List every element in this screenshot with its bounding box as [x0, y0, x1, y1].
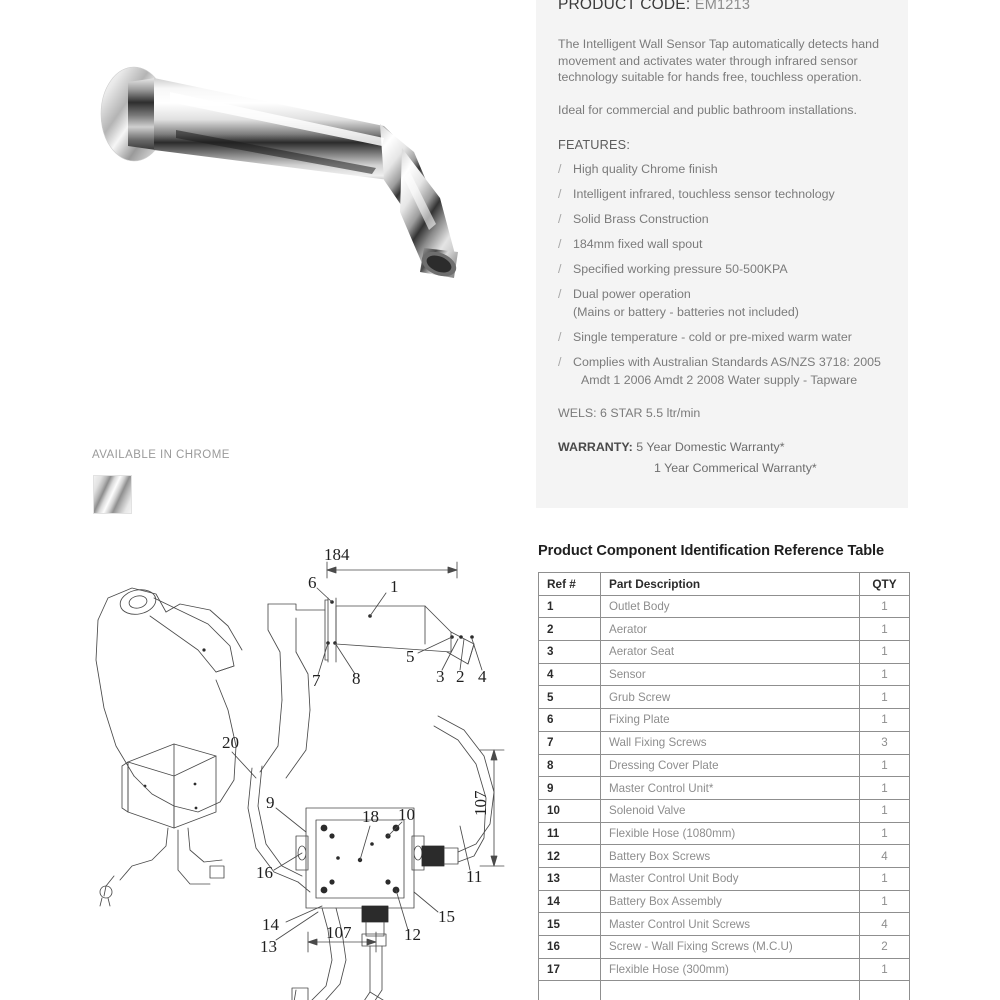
cell-ref: 15	[539, 913, 601, 936]
cell-ref: 2	[539, 618, 601, 641]
table-row	[539, 777, 910, 800]
product-code-label: PRODUCT CODE:	[558, 0, 691, 13]
svg-text:10: 10	[398, 805, 415, 824]
chrome-spout-illustration	[84, 52, 524, 292]
feature-item	[558, 211, 888, 227]
cell-part: Master Control Unit Body	[601, 867, 860, 890]
table-row	[539, 686, 910, 709]
cell-ref: 3	[539, 641, 601, 664]
wels-rating: WELS: 6 STAR 5.5 ltr/min	[558, 406, 701, 421]
cell-part	[601, 981, 860, 1000]
warranty-block	[558, 440, 888, 475]
cell-ref: 8	[539, 754, 601, 777]
svg-text:11: 11	[466, 867, 483, 886]
feature-text: Specified working pressure 50-500KPA	[573, 262, 788, 277]
table-row	[539, 618, 910, 641]
cell-ref: 1	[539, 595, 601, 618]
cell-qty: 1	[860, 958, 910, 981]
feature-text: High quality Chrome finish	[573, 162, 718, 177]
cell-qty: 1	[860, 754, 910, 777]
svg-text:16: 16	[256, 863, 273, 882]
svg-text:7: 7	[312, 671, 321, 690]
feature-text: Solid Brass Construction	[573, 212, 709, 227]
bullet-slash-icon: /	[558, 355, 562, 370]
bullet-slash-icon: /	[558, 237, 562, 252]
table-row	[539, 867, 910, 890]
cell-ref: 12	[539, 845, 601, 868]
feature-item	[558, 354, 888, 388]
bullet-slash-icon: /	[558, 262, 562, 277]
table-row	[539, 731, 910, 754]
available-finish-label: AVAILABLE IN CHROME	[92, 449, 230, 461]
cell-qty: 1	[860, 709, 910, 732]
cell-qty: 4	[860, 845, 910, 868]
table-row	[539, 799, 910, 822]
svg-text:12: 12	[404, 925, 421, 944]
column-header-qty: QTY	[860, 573, 910, 596]
cell-part: Wall Fixing Screws	[601, 731, 860, 754]
cell-part: Aerator	[601, 618, 860, 641]
cell-ref: 17	[539, 958, 601, 981]
features-list	[558, 161, 888, 388]
bullet-slash-icon: /	[558, 287, 562, 302]
feature-text: Dual power operation	[573, 287, 691, 302]
bullet-slash-icon: /	[558, 212, 562, 227]
drawing-callout-labels	[222, 545, 490, 1000]
cell-part: Dressing Cover Plate	[601, 754, 860, 777]
table-row	[539, 936, 910, 959]
bullet-slash-icon: /	[558, 187, 562, 202]
svg-text:107: 107	[326, 923, 352, 942]
svg-text:107: 107	[471, 790, 490, 816]
cell-ref: 5	[539, 686, 601, 709]
cell-ref: 4	[539, 663, 601, 686]
svg-text:8: 8	[352, 669, 361, 688]
svg-text:4: 4	[478, 667, 487, 686]
cell-ref: 16	[539, 936, 601, 959]
table-row	[539, 981, 910, 1000]
cell-ref: 13	[539, 867, 601, 890]
cell-part: Master Control Unit*	[601, 777, 860, 800]
feature-item	[558, 261, 888, 277]
table-row	[539, 845, 910, 868]
bullet-slash-icon: /	[558, 162, 562, 177]
chrome-finish-swatch[interactable]	[93, 475, 132, 514]
cell-part: Solenoid Valve	[601, 799, 860, 822]
table-row	[539, 754, 910, 777]
cell-qty: 1	[860, 618, 910, 641]
cell-qty: 1	[860, 799, 910, 822]
cell-qty: 2	[860, 936, 910, 959]
features-heading: FEATURES:	[558, 138, 631, 153]
cell-qty: 1	[860, 867, 910, 890]
svg-text:15: 15	[438, 907, 455, 926]
column-header-ref: Ref #	[539, 573, 601, 596]
cell-ref: 10	[539, 799, 601, 822]
component-table-title: Product Component Identification Reference Table	[538, 543, 885, 559]
svg-text:1: 1	[390, 577, 399, 596]
product-code-value: EM1213	[694, 0, 751, 13]
cell-qty: 1	[860, 595, 910, 618]
svg-text:6: 6	[308, 573, 317, 592]
right-column	[536, 0, 1000, 1000]
cell-ref: 9	[539, 777, 601, 800]
bullet-slash-icon: /	[558, 330, 562, 345]
cell-qty: 1	[860, 686, 910, 709]
cell-part: Battery Box Assembly	[601, 890, 860, 913]
specification-panel	[536, 0, 908, 508]
table-row	[539, 663, 910, 686]
svg-text:18: 18	[362, 807, 379, 826]
cell-qty: 1	[860, 890, 910, 913]
svg-text:9: 9	[266, 793, 275, 812]
cell-qty: 1	[860, 641, 910, 664]
cell-ref: 14	[539, 890, 601, 913]
feature-item	[558, 236, 888, 252]
product-code-line	[558, 0, 888, 14]
svg-text:3: 3	[436, 667, 445, 686]
cell-part: Outlet Body	[601, 595, 860, 618]
table-row	[539, 641, 910, 664]
svg-text:184: 184	[324, 545, 350, 564]
feature-text: 184mm fixed wall spout	[573, 237, 703, 252]
product-description-primary: The Intelligent Wall Sensor Tap automatically detects hand movement and activates water through infrared sensor technology suitable for hands free, touchless operation.	[558, 37, 879, 85]
cell-part: Sensor	[601, 663, 860, 686]
feature-item	[558, 161, 888, 177]
cell-ref: 11	[539, 822, 601, 845]
feature-text: Single temperature - cold or pre-mixed warm water	[573, 330, 852, 345]
cell-part: Battery Box Screws	[601, 845, 860, 868]
warranty-domestic: 5 Year Domestic Warranty*	[636, 440, 785, 455]
cell-part: Fixing Plate	[601, 709, 860, 732]
table-row	[539, 822, 910, 845]
component-identification-table	[538, 572, 910, 1000]
svg-text:20: 20	[222, 733, 239, 752]
svg-text:14: 14	[262, 915, 279, 934]
cell-part: Flexible Hose (300mm)	[601, 958, 860, 981]
feature-subline: (Mains or battery - batteries not included)	[573, 305, 799, 320]
exploded-assembly-svg	[70, 540, 536, 1000]
svg-text:2: 2	[456, 667, 465, 686]
cell-qty: 1	[860, 777, 910, 800]
feature-item	[558, 186, 888, 202]
svg-text:13: 13	[260, 937, 277, 956]
cell-part: Flexible Hose (1080mm)	[601, 822, 860, 845]
cell-qty: 1	[860, 822, 910, 845]
cell-qty: 3	[860, 731, 910, 754]
warranty-label: WARRANTY:	[558, 440, 633, 455]
cell-ref	[539, 981, 601, 1000]
table-header	[539, 573, 910, 596]
svg-text:5: 5	[406, 647, 415, 666]
feature-item	[558, 286, 888, 320]
table-row	[539, 890, 910, 913]
product-photo	[84, 52, 524, 292]
feature-continuation: Amdt 1 2006 Amdt 2 2008 Water supply - Tapware	[581, 373, 858, 388]
cell-part: Grub Screw	[601, 686, 860, 709]
table-row	[539, 709, 910, 732]
product-description-secondary: Ideal for commercial and public bathroom installations.	[558, 102, 857, 117]
technical-exploded-drawing	[70, 540, 536, 1000]
cell-part: Master Control Unit Screws	[601, 913, 860, 936]
feature-item	[558, 329, 888, 345]
table-row	[539, 958, 910, 981]
feature-text: Intelligent infrared, touchless sensor technology	[573, 187, 835, 202]
cell-part: Aerator Seat	[601, 641, 860, 664]
cell-qty: 1	[860, 663, 910, 686]
table-row	[539, 913, 910, 936]
warranty-commercial: 1 Year Commerical Warranty*	[654, 461, 817, 476]
column-header-part: Part Description	[601, 573, 860, 596]
cell-qty	[860, 981, 910, 1000]
feature-text: Complies with Australian Standards AS/NZS 3718: 2005	[573, 355, 881, 370]
table-header-row	[539, 573, 910, 596]
cell-ref: 7	[539, 731, 601, 754]
cell-part: Screw - Wall Fixing Screws (M.C.U)	[601, 936, 860, 959]
cell-ref: 6	[539, 709, 601, 732]
table-body	[539, 595, 910, 1000]
cell-qty: 4	[860, 913, 910, 936]
table-row	[539, 595, 910, 618]
